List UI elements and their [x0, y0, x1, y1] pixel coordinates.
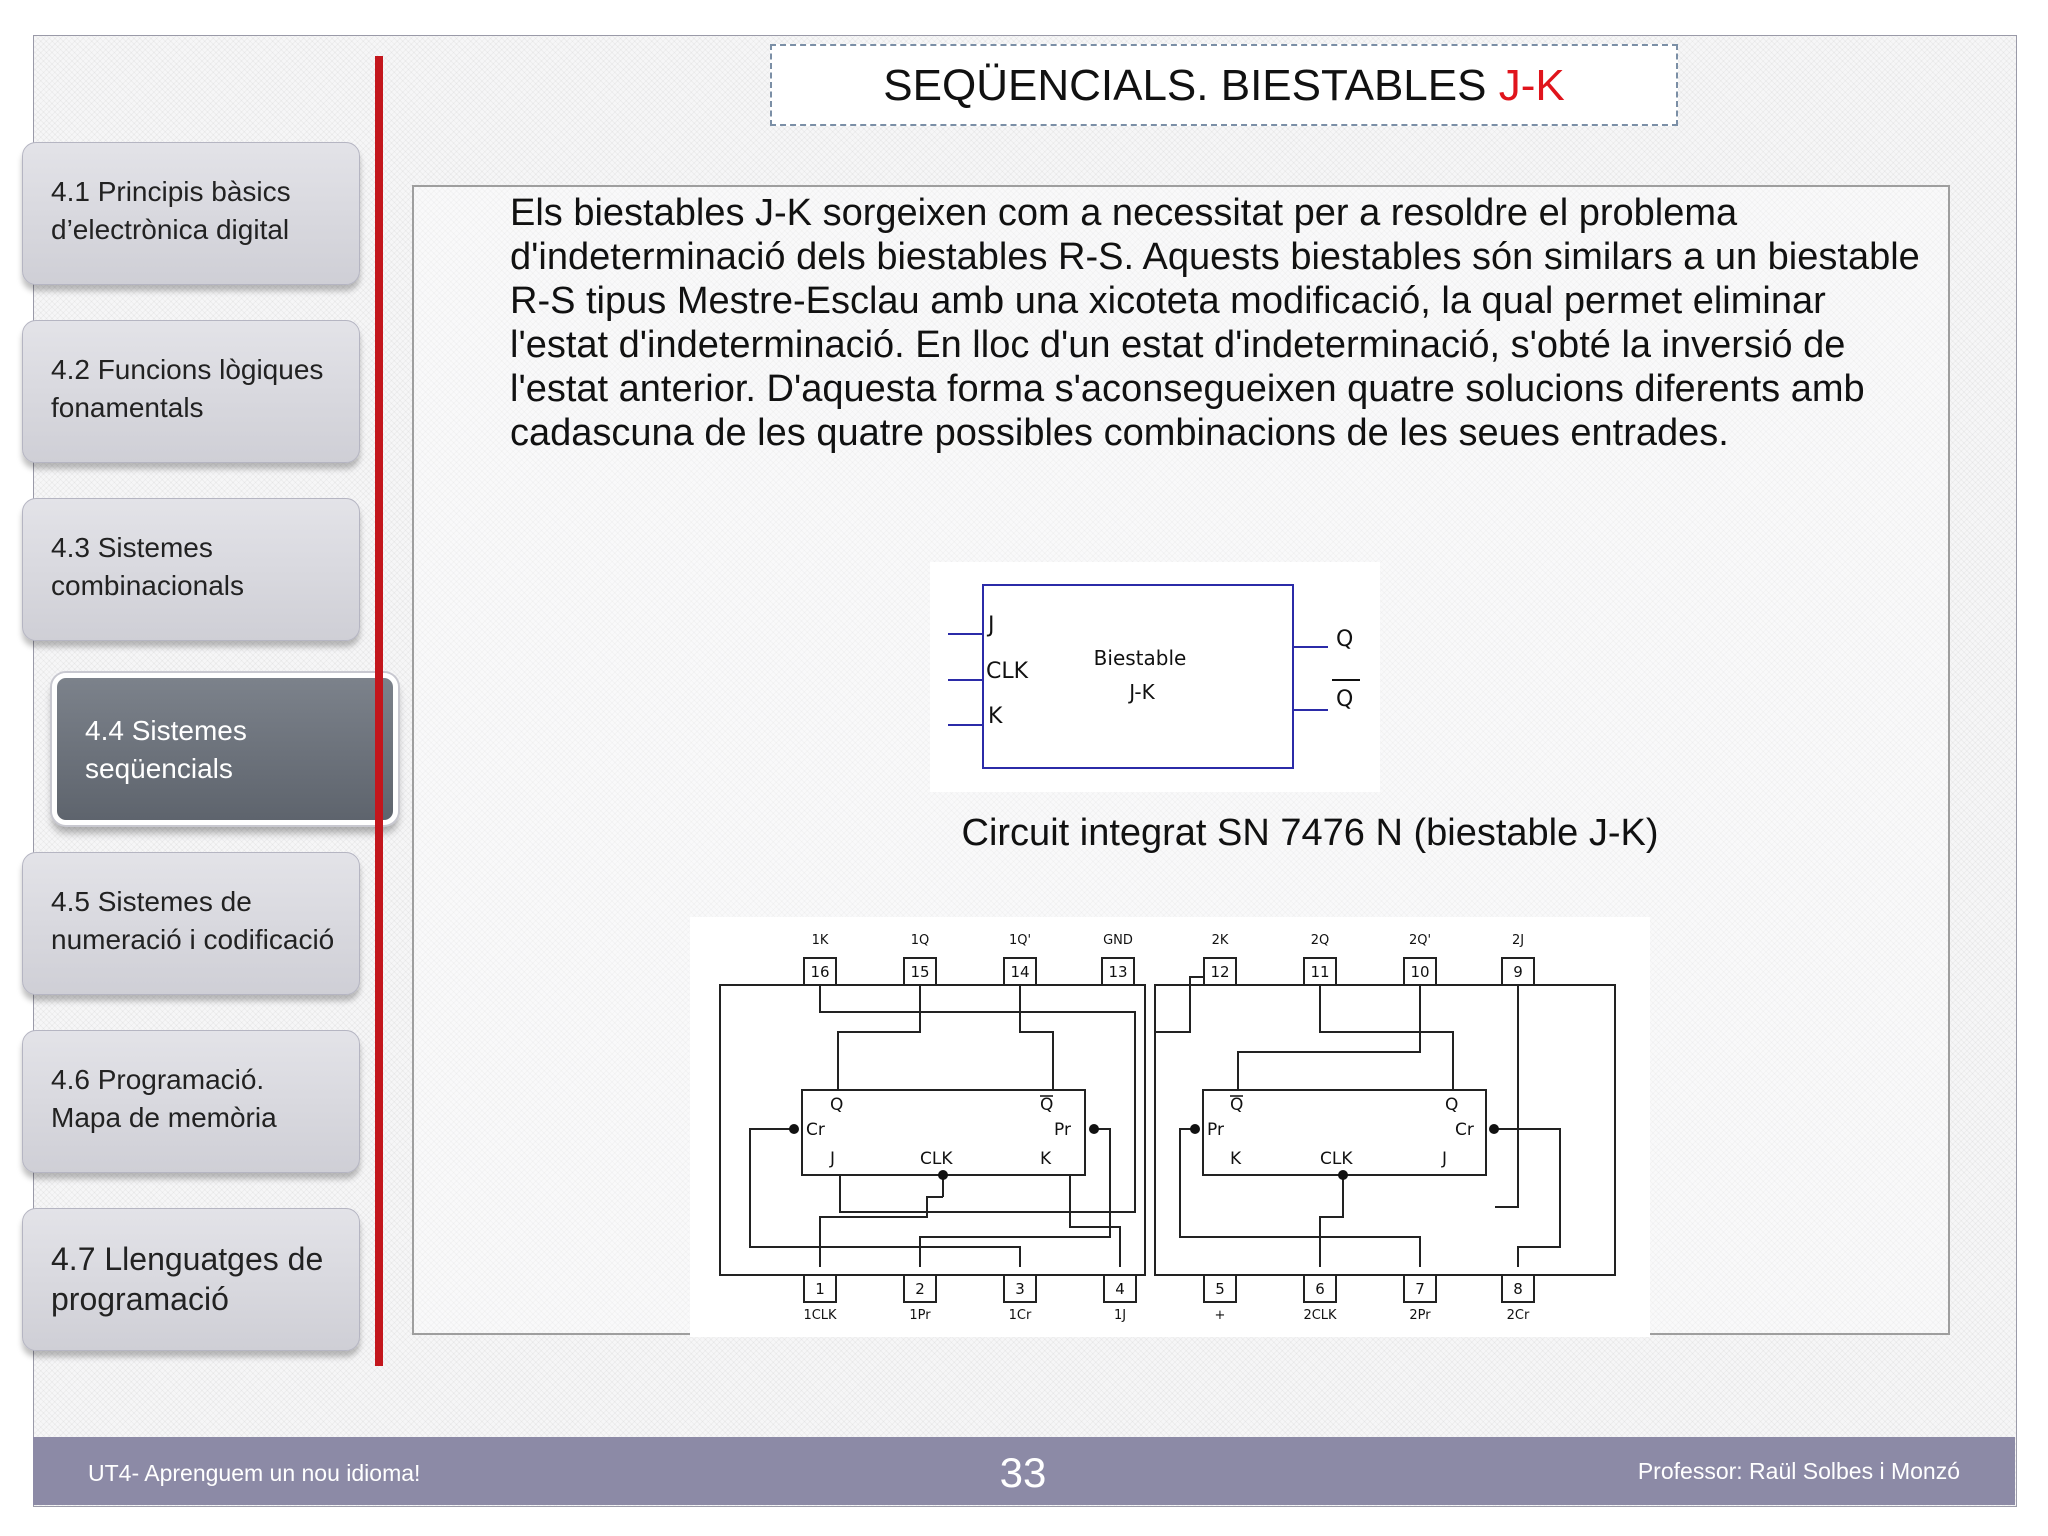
bottom-pin-1 [803, 1275, 837, 1323]
bottom-pin-6 [1303, 1275, 1337, 1323]
ff2-j-label: J [1442, 1149, 1448, 1169]
input-label-j: J [988, 613, 995, 638]
pin-number: 16 [810, 963, 830, 981]
pin-number: 15 [910, 963, 930, 981]
junction-dot [938, 1170, 948, 1180]
nav-item-4-1[interactable] [22, 142, 360, 285]
pin-number: 7 [1415, 1280, 1425, 1298]
junction-dot [789, 1124, 799, 1134]
ff1-j-label: J [830, 1149, 836, 1169]
pin-number: 11 [1310, 963, 1330, 981]
input-label-k: K [988, 704, 1003, 729]
junction-dot [1190, 1124, 1200, 1134]
nav-item-label: 4.3 Sistemes combinacionals [51, 532, 244, 601]
nav-item-4-4-active[interactable] [52, 673, 398, 825]
box-label-2: J-K [1129, 680, 1155, 704]
nav-item-label: 4.4 Sistemes seqüencials [85, 715, 247, 784]
ic-caption: Circuit integrat SN 7476 N (biestable J-K) [961, 812, 1659, 854]
pin-number: 2 [915, 1280, 925, 1298]
pin-number: 5 [1215, 1280, 1225, 1298]
pin-number: 10 [1410, 963, 1430, 981]
pin-number: 3 [1015, 1280, 1025, 1298]
pin-name: 2Cr [1506, 1308, 1530, 1323]
ff2-k-label: K [1230, 1149, 1242, 1169]
page-number: 33 [999, 1449, 1047, 1496]
pin-name: 1Q [910, 933, 930, 948]
nav-item-4-5[interactable] [22, 852, 360, 995]
pin-name: 1Pr [909, 1308, 931, 1323]
title-main: SEQÜENCIALS. BIESTABLES [883, 61, 1487, 110]
pin-name: 1J [1113, 1308, 1127, 1323]
nav-item-label: 4.1 Principis bàsics d’electrònica digital [51, 176, 291, 245]
pin-number: 13 [1108, 963, 1128, 981]
nav-item-label: 4.5 Sistemes de numeració i codificació [51, 886, 335, 955]
nav-item-4-6[interactable] [22, 1030, 360, 1173]
nav-item-4-7[interactable] [22, 1208, 360, 1351]
pin-name: 1Q' [1008, 933, 1032, 948]
junction-dot [1338, 1170, 1348, 1180]
pin-name: 2K [1211, 933, 1229, 948]
output-label-qbar: Q [1336, 687, 1354, 712]
input-label-clk: CLK [986, 659, 1029, 684]
ic-7476-diagram [690, 917, 1650, 1337]
nav-item-label: 4.2 Funcions lògiques fonamentals [51, 354, 324, 423]
slide-title [770, 44, 1678, 126]
ff2-clk-label: CLK [1320, 1149, 1353, 1169]
pin-number: 8 [1513, 1280, 1523, 1298]
footer-author: Professor: Raül Solbes i Monzó [1637, 1458, 1960, 1484]
pin-name: 2CLK [1303, 1308, 1337, 1323]
footer-course: UT4- Aprenguem un nou idioma! [88, 1460, 421, 1486]
box-label-1: Biestable [1093, 646, 1187, 670]
pin-name: 1K [811, 933, 829, 948]
pin-number: 9 [1513, 963, 1523, 981]
ff2-q-label: Q [1445, 1095, 1459, 1115]
ff1-pr-label: Pr [1054, 1120, 1071, 1140]
pin-number: 14 [1010, 963, 1030, 981]
ff2-qbar-label: Q [1230, 1095, 1244, 1115]
jk-block-diagram [930, 562, 1380, 792]
junction-dot [1489, 1124, 1499, 1134]
pin-name: 2Pr [1409, 1308, 1431, 1323]
ff1-qbar-label: Q [1040, 1095, 1054, 1115]
pin-name: 2J [1511, 933, 1525, 948]
ff1-k-label: K [1040, 1149, 1052, 1169]
junction-dot [1089, 1124, 1099, 1134]
pin-number: 12 [1210, 963, 1230, 981]
pin-name: 1Cr [1008, 1308, 1032, 1323]
nav-item-4-3[interactable] [22, 498, 360, 641]
ff1-q-label: Q [830, 1095, 844, 1115]
pin-name: 2Q' [1408, 933, 1432, 948]
red-divider [375, 56, 383, 1366]
pin-name: 1CLK [803, 1308, 837, 1323]
output-label-q: Q [1336, 627, 1354, 652]
nav-item-4-2[interactable] [22, 320, 360, 463]
pin-number: 1 [815, 1280, 825, 1298]
ff1-clk-label: CLK [920, 1149, 953, 1169]
pin-number: 4 [1115, 1280, 1125, 1298]
footer-bar [33, 1437, 2015, 1505]
intro-paragraph: Els biestables J-K sorgeixen com a necessitat per a resoldre el problema d'indeterminació dels biestables R-S. Aquests biestables són similars a un biestable R-S tipus Mestre-Esclau amb una xicoteta modificació, la qual permet eliminar l'estat d'indeterminació. En lloc d'un estat d'indeterminació, s'obté la inversió de l'estat anterior. D'aquesta forma s'aconsegueixen quatre solucions diferents amb cadascuna de les quatre possibles combinacions de les seues entrades. [510, 192, 1920, 454]
top-pin-13 [1102, 933, 1134, 985]
pin-name: + [1214, 1308, 1226, 1323]
pin-name: 2Q [1310, 933, 1330, 948]
bottom-pin-8 [1502, 1275, 1534, 1323]
bottom-pin-3 [1004, 1275, 1036, 1323]
pin-name: GND [1103, 933, 1133, 948]
ff2-pr-label: Pr [1207, 1120, 1224, 1140]
title-highlight: J-K [1498, 61, 1565, 110]
pin-number: 6 [1315, 1280, 1325, 1298]
ff2-cr-label: Cr [1455, 1120, 1474, 1140]
nav-item-label: 4.6 Programació. Mapa de memòria [51, 1064, 277, 1133]
nav-item-label: 4.7 Llenguatges de programació [51, 1241, 324, 1317]
ff1-cr-label: Cr [806, 1120, 825, 1140]
